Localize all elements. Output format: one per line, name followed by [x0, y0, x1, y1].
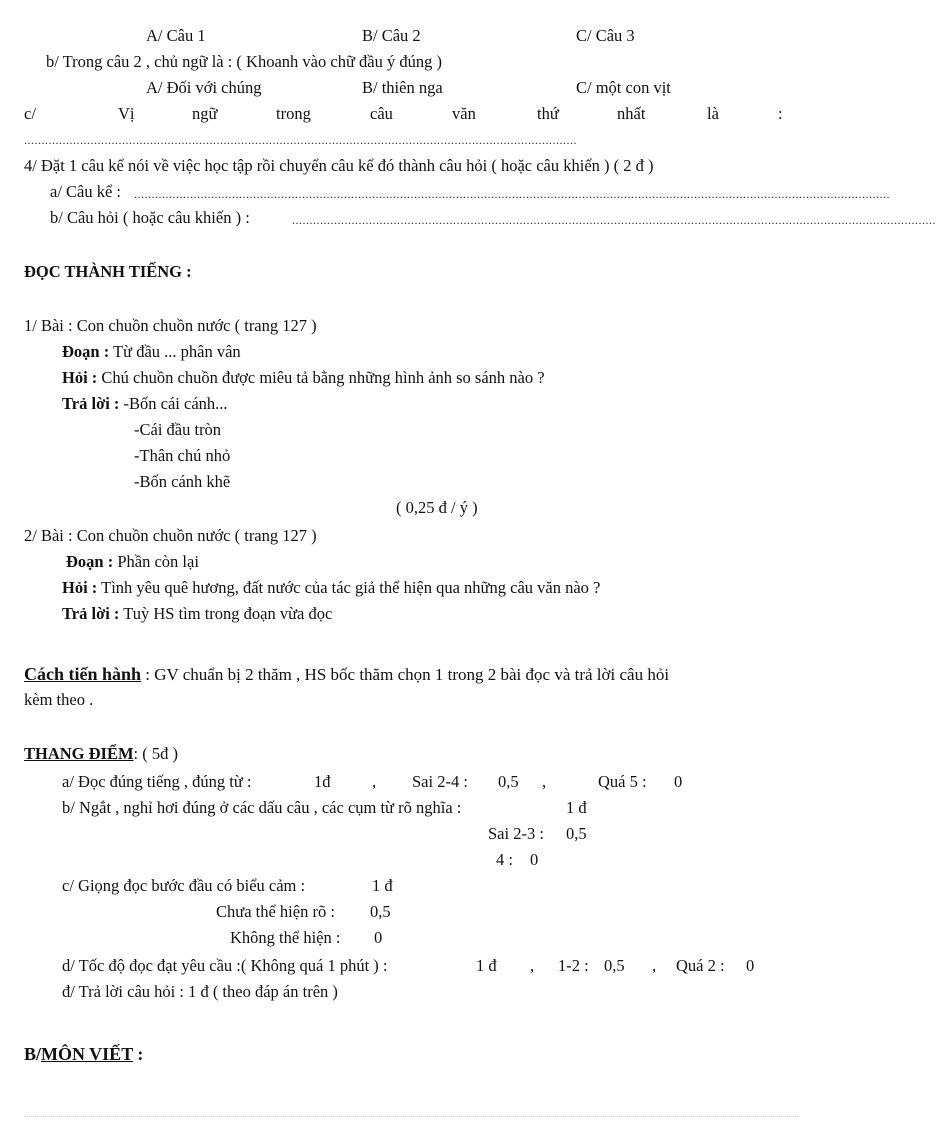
thang-diem-heading: [24, 744, 178, 764]
bai2-title-value: Con chuồn chuồn nước ( trang 127 ): [76, 526, 317, 545]
bai1-score: ( 0,25 đ / ý ): [396, 498, 478, 517]
question-4: 4/ Đặt 1 câu kể nói về việc học tập rồi chuyển câu kể đó thành câu hỏi ( hoặc câu khiến ) ( 2 đ ): [24, 156, 654, 175]
thang-diem-a-v1: 1đ: [314, 772, 331, 791]
thang-diem-dd-label: đ/ Trả lời câu hỏi :: [62, 982, 184, 1001]
thang-diem-c-label: c/ Giọng đọc bước đầu có biểu cảm :: [62, 876, 306, 895]
bai2-title: [24, 526, 317, 546]
question-c-word: là: [707, 104, 719, 123]
thang-diem-d-v3: 0: [746, 956, 755, 975]
thang-diem-b-label: b/ Ngắt , nghỉ hơi đúng ở các dấu câu , các cụm từ rõ nghĩa :: [62, 798, 462, 817]
bai1-answer: -Cái đầu tròn: [134, 420, 222, 439]
cach-tien-hanh-label: Cách tiến hành: [24, 664, 142, 684]
bai1-doan-label: Đoạn :: [62, 342, 110, 361]
thang-diem-d-s2: 1-2 :: [558, 956, 589, 975]
bai1-doan: [62, 342, 241, 362]
thang-diem-c-v1: 1 đ: [372, 876, 393, 895]
question-c-word: c/: [24, 104, 36, 123]
question-b: b/ Trong câu 2 , chủ ngữ là : ( Khoanh vào chữ đầu ý đúng ): [46, 52, 442, 71]
answer-dots-4b: ........................................................................................................................................................................................: [292, 213, 936, 227]
question-c-word: ngữ: [192, 104, 218, 123]
thang-diem-a-s2: Sai 2-4 :: [412, 772, 468, 791]
question-c-word: nhất: [617, 104, 646, 123]
bai1-doan-value: Từ đầu ... phân vân: [113, 342, 241, 361]
answer-dots-4a: ........................................................................................................................................................................................................................: [134, 187, 890, 201]
thang-diem-d-comma: ,: [530, 956, 535, 975]
bai1-title: [24, 316, 317, 336]
thang-diem-b-s3: 4 :: [496, 850, 513, 869]
bai1-hoi: [62, 368, 545, 388]
option-a-cau1: A/ Câu 1: [146, 26, 206, 45]
cach-tien-hanh-text: : GV chuẩn bị 2 thăm , HS bốc thăm chọn 1 trong 2 bài đọc và trả lời câu hỏi: [145, 665, 670, 684]
bai2-doan-value: Phần còn lại: [117, 552, 199, 571]
cach-tien-hanh-text2: kèm theo .: [24, 690, 94, 709]
question-c-word: câu: [370, 104, 393, 123]
thang-diem-dd: [62, 982, 338, 1002]
answer-dots-c: ..............................................................................................................................................................: [24, 133, 577, 147]
bai2-hoi-value: Tình yêu quê hương, đất nước của tác giả thể hiện qua những câu văn nào ?: [101, 578, 601, 597]
thang-diem-d-label: d/ Tốc độ đọc đạt yêu cầu :( Không quá 1 phút ) :: [62, 956, 388, 975]
option-a-doi-voi-chung: A/ Đối với chúng: [146, 78, 262, 97]
thang-diem-b-v2: 0,5: [566, 824, 587, 843]
bai2-hoi-label: Hỏi :: [62, 578, 98, 597]
thang-diem-b-v1: 1 đ: [566, 798, 587, 817]
thang-diem-a-comma: ,: [542, 772, 547, 791]
bai1-traloi-label: Trả lời :: [62, 394, 120, 413]
thang-diem-a-v2: 0,5: [498, 772, 519, 791]
question-4b-label: b/ Câu hỏi ( hoặc câu khiến ) :: [50, 208, 250, 227]
mon-viet-label: MÔN VIẾT: [41, 1044, 133, 1064]
bai1-hoi-label: Hỏi :: [62, 368, 98, 387]
thang-diem-d-comma: ,: [652, 956, 657, 975]
bai2-doan: [66, 552, 199, 572]
bai1-title-label: 1/ Bài :: [24, 316, 73, 335]
option-b-cau2: B/ Câu 2: [362, 26, 421, 45]
thang-diem-a-label: a/ Đọc đúng tiếng , đúng từ :: [62, 772, 252, 791]
thang-diem-b-s2: Sai 2-3 :: [488, 824, 544, 843]
question-4a-label: a/ Câu kể :: [50, 182, 122, 201]
section-doc-thanh-tieng: ĐỌC THÀNH TIẾNG :: [24, 262, 192, 281]
thang-diem-a-s3: Quá 5 :: [598, 772, 647, 791]
question-c-word: thứ: [537, 104, 559, 123]
bai1-hoi-value: Chú chuồn chuồn được miêu tả bằng những hình ảnh so sánh nào ?: [101, 368, 545, 387]
thang-diem-label: THANG ĐIỂM: [24, 744, 134, 763]
bai1-answer: -Bốn cánh khẽ: [134, 472, 231, 491]
thang-diem-b-v3: 0: [530, 850, 539, 869]
mon-viet-prefix: B/: [24, 1044, 42, 1064]
thang-diem-c-v3: 0: [374, 928, 383, 947]
thang-diem-c-v2: 0,5: [370, 902, 391, 921]
option-c-mot-con-vit: C/ một con vịt: [576, 78, 671, 97]
thang-diem-c-s3: Không thể hiện :: [230, 928, 341, 947]
bai2-traloi: [62, 604, 332, 624]
mon-viet-heading: [24, 1044, 143, 1064]
thang-diem-a-comma: ,: [372, 772, 377, 791]
footer-divider: [24, 1116, 800, 1117]
thang-diem-value: : ( 5đ ): [133, 744, 178, 763]
thang-diem-d-v1: 1 đ: [476, 956, 497, 975]
bai1-title-value: Con chuồn chuồn nước ( trang 127 ): [76, 316, 317, 335]
mon-viet-suffix: :: [137, 1044, 144, 1064]
thang-diem-c-s2: Chưa thể hiện rõ :: [216, 902, 335, 921]
bai1-answer: -Thân chú nhỏ: [134, 446, 231, 465]
question-c-word: :: [778, 104, 783, 123]
thang-diem-a-v3: 0: [674, 772, 683, 791]
question-c-word: trong: [276, 104, 311, 123]
thang-diem-d-s3: Quá 2 :: [676, 956, 725, 975]
bai1-answer: -Bốn cái cánh...: [123, 394, 228, 413]
bai2-title-label: 2/ Bài :: [24, 526, 73, 545]
bai2-hoi: [62, 578, 600, 598]
thang-diem-d-v2: 0,5: [604, 956, 625, 975]
bai2-traloi-value: Tuỳ HS tìm trong đoạn vừa đọc: [123, 604, 333, 623]
question-c-word: văn: [452, 104, 476, 123]
bai2-traloi-label: Trả lời :: [62, 604, 120, 623]
cach-tien-hanh: [24, 664, 669, 685]
option-c-cau3: C/ Câu 3: [576, 26, 635, 45]
question-c-word: Vị: [118, 104, 135, 123]
bai2-doan-label: Đoạn :: [66, 552, 114, 571]
bai1-traloi: [62, 394, 228, 414]
option-b-thien-nga: B/ thiên nga: [362, 78, 443, 97]
thang-diem-dd-value: 1 đ ( theo đáp án trên ): [188, 982, 338, 1001]
